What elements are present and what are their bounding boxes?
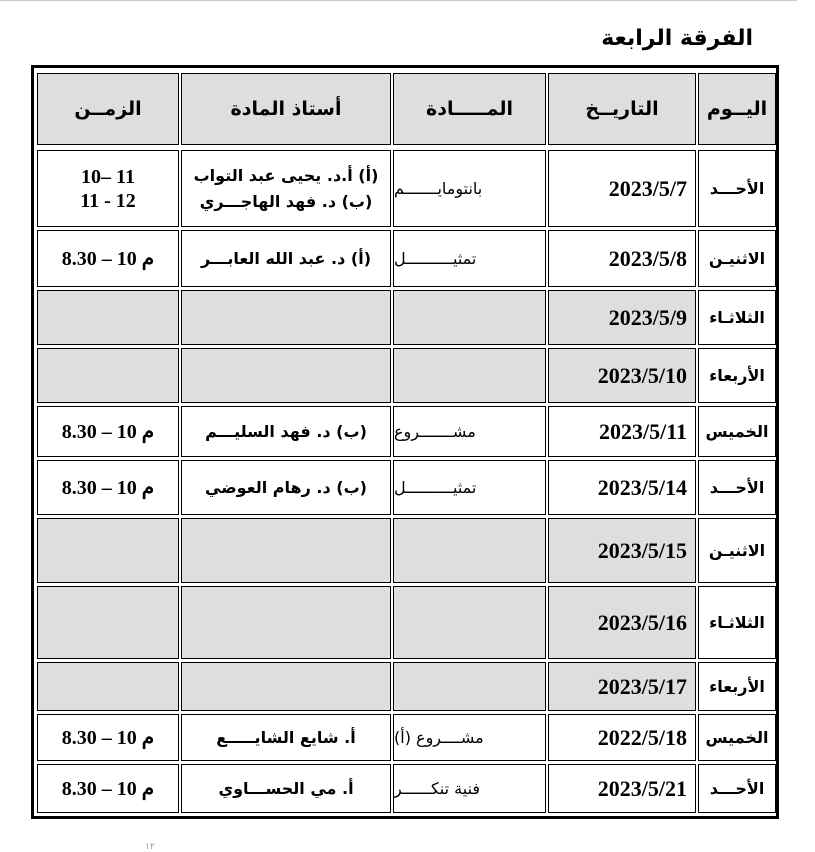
header-subject: المـــــادة	[393, 73, 546, 145]
subject-cell: مشــــروع (أ)	[393, 714, 546, 761]
professor-line: (ب) د. فهد السليـــم	[205, 421, 367, 441]
date-cell: 2022/5/18	[548, 714, 696, 761]
header-day: اليــوم	[698, 73, 776, 145]
day-cell: الأحـــد	[698, 460, 776, 515]
time-cell	[37, 586, 179, 659]
professor-line: (أ) د. عبد الله العابـــر	[201, 248, 372, 268]
date-cell: 2023/5/14	[548, 460, 696, 515]
time-line: 10– 11	[81, 165, 135, 188]
professor-line: أ. شايع الشايـــــع	[216, 727, 356, 747]
professor-cell	[181, 348, 391, 403]
day-cell: الاثنيـن	[698, 230, 776, 287]
professor-cell	[181, 714, 391, 761]
date-cell: 2023/5/17	[548, 662, 696, 711]
professor-cell	[181, 662, 391, 711]
professor-cell	[181, 290, 391, 345]
date-cell: 2023/5/10	[548, 348, 696, 403]
time-cell	[37, 150, 179, 227]
professor-cell	[181, 764, 391, 813]
subject-cell	[393, 662, 546, 711]
day-cell: الخميس	[698, 406, 776, 457]
time-line: 8.30 – 10 م	[61, 777, 155, 800]
date-cell: 2023/5/11	[548, 406, 696, 457]
date-cell: 2023/5/7	[548, 150, 696, 227]
subject-cell: بانتومايـــــــم	[393, 150, 546, 227]
day-cell: الثلاثـاء	[698, 290, 776, 345]
subject-cell: تمثيــــــــــل	[393, 460, 546, 515]
time-line: 11 - 12	[80, 189, 136, 212]
date-cell: 2023/5/16	[548, 586, 696, 659]
day-cell: الأحـــد	[698, 764, 776, 813]
time-cell	[37, 518, 179, 583]
time-cell	[37, 714, 179, 761]
subject-cell: مشـــــــروع	[393, 406, 546, 457]
subject-cell	[393, 290, 546, 345]
day-cell: الاثنيـن	[698, 518, 776, 583]
header-professor: أستاذ المادة	[181, 73, 391, 145]
subject-cell: تمثيــــــــــل	[393, 230, 546, 287]
time-cell	[37, 764, 179, 813]
professor-cell	[181, 230, 391, 287]
time-line: 8.30 – 10 م	[61, 726, 155, 749]
time-line: 8.30 – 10 م	[61, 247, 155, 270]
subject-cell	[393, 348, 546, 403]
professor-cell	[181, 460, 391, 515]
day-cell: الخميس	[698, 714, 776, 761]
day-cell: الأحـــد	[698, 150, 776, 227]
time-cell	[37, 406, 179, 457]
time-cell	[37, 460, 179, 515]
subject-cell	[393, 586, 546, 659]
time-line: 8.30 – 10 م	[61, 476, 155, 499]
day-cell: الأربعاء	[698, 348, 776, 403]
schedule-table	[31, 65, 779, 819]
time-line: 8.30 – 10 م	[61, 420, 155, 443]
professor-cell	[181, 406, 391, 457]
professor-cell	[181, 150, 391, 227]
page-number-mark: ١٢	[145, 842, 155, 852]
professor-cell	[181, 586, 391, 659]
professor-line: (ب) د. فهد الهاجـــري	[199, 191, 373, 211]
page-title: الفرقة الرابعة	[601, 26, 753, 51]
time-cell	[37, 662, 179, 711]
time-cell	[37, 230, 179, 287]
date-cell: 2023/5/21	[548, 764, 696, 813]
day-cell: الثلاثـاء	[698, 586, 776, 659]
time-cell	[37, 348, 179, 403]
date-cell: 2023/5/9	[548, 290, 696, 345]
professor-cell	[181, 518, 391, 583]
professor-line: أ. مي الحســـاوي	[218, 778, 354, 798]
time-cell	[37, 290, 179, 345]
date-cell: 2023/5/15	[548, 518, 696, 583]
date-cell: 2023/5/8	[548, 230, 696, 287]
professor-line: (أ) أ.د. يحيى عبد التواب	[193, 165, 379, 185]
top-rule	[0, 0, 797, 1]
subject-cell: فنية تنكــــــر	[393, 764, 546, 813]
header-time: الزمــن	[37, 73, 179, 145]
subject-cell	[393, 518, 546, 583]
header-date: التاريــخ	[548, 73, 696, 145]
day-cell: الأربعاء	[698, 662, 776, 711]
professor-line: (ب) د. رهام العوضي	[205, 477, 367, 497]
